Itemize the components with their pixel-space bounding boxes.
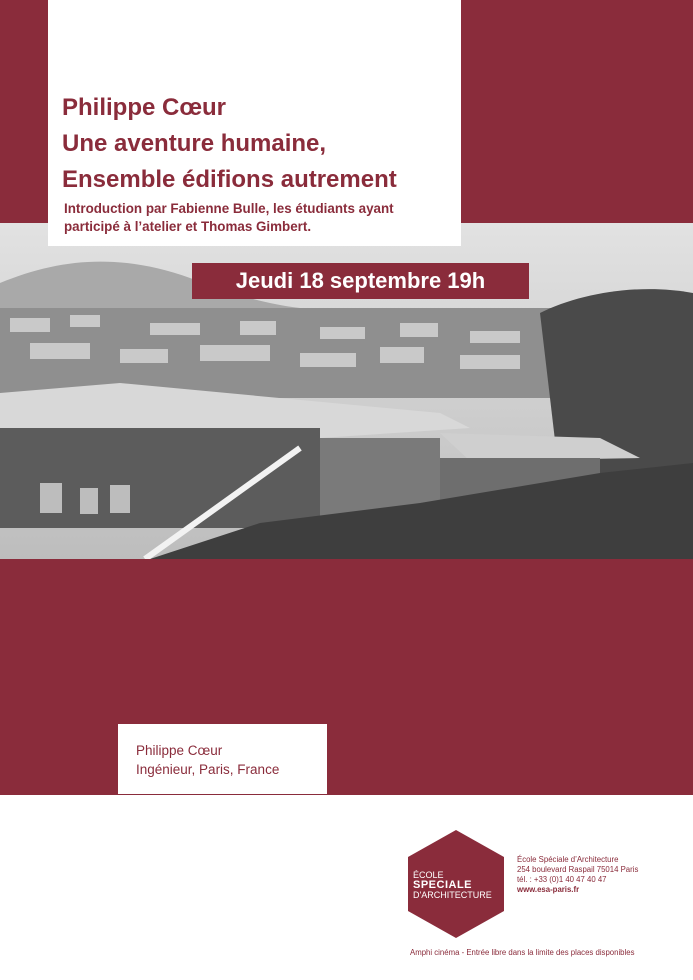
intro-line-1: Introduction par Fabienne Bulle, les étudiants ayant [64,201,394,216]
school-website[interactable]: www.esa-paris.fr [517,885,580,894]
speaker-heading: Philippe Cœur [62,94,226,121]
logo-line-2: SPECIALE [413,879,473,891]
logo-line-3: D'ARCHITECTURE [413,890,492,900]
bottom-color-band [0,559,693,795]
school-address-block [517,855,638,895]
event-title-line-2: Ensemble édifions autrement [62,166,397,193]
school-phone: tél. : +33 (0)1 40 47 40 47 [517,875,607,884]
speaker-role: Ingénieur, Paris, France [136,762,280,777]
venue-note: Amphi cinéma - Entrée libre dans la limite des places disponibles [410,948,635,957]
title-card [48,0,461,246]
speaker-name: Philippe Cœur [136,743,223,758]
event-date-badge: Jeudi 18 septembre 19h [192,263,529,299]
school-logo-text [413,870,492,900]
intro-line-2: participé à l’atelier et Thomas Gimbert. [64,219,312,234]
school-street: 254 boulevard Raspail 75014 Paris [517,865,639,874]
speaker-card [118,724,327,794]
introduction-text [64,200,454,236]
school-name: École Spéciale d’Architecture [517,855,619,864]
logo-line-1: ÉCOLE [413,870,444,880]
event-title-line-1: Une aventure humaine, [62,130,327,157]
